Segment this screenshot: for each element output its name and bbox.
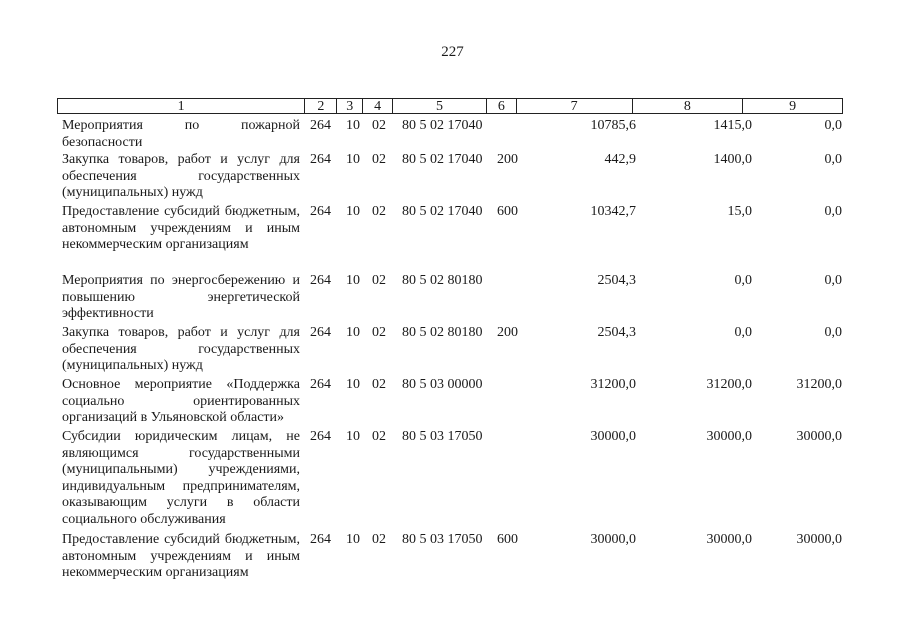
row-expense-type: 600 <box>497 532 518 547</box>
row-amount-col8: 1415,0 <box>713 118 752 133</box>
row-ministry: 264 <box>310 325 331 340</box>
row-name: Основное мероприятие «Поддержка социально ориентированных организаций в Ульяновской области» <box>62 377 300 425</box>
row-amount-col8: 30000,0 <box>706 532 752 547</box>
row-amount-col7: 2504,3 <box>597 325 636 340</box>
row-amount-col9: 0,0 <box>824 118 842 133</box>
row-amount-col8: 1400,0 <box>713 152 752 167</box>
row-section: 10 <box>346 118 360 133</box>
row-amount-col7: 2504,3 <box>597 273 636 288</box>
header-col-7: 7 <box>517 99 633 113</box>
row-section: 10 <box>346 152 360 167</box>
row-amount-col8: 0,0 <box>734 273 752 288</box>
row-section: 10 <box>346 377 360 392</box>
row-section: 10 <box>346 429 360 444</box>
row-section: 10 <box>346 532 360 547</box>
row-subsection: 02 <box>372 118 386 133</box>
header-col-5: 5 <box>393 99 487 113</box>
row-subsection: 02 <box>372 273 386 288</box>
row-amount-col7: 10785,6 <box>590 118 636 133</box>
row-section: 10 <box>346 325 360 340</box>
row-ministry: 264 <box>310 532 331 547</box>
row-section: 10 <box>346 273 360 288</box>
row-subsection: 02 <box>372 532 386 547</box>
header-col-3: 3 <box>337 99 363 113</box>
row-ministry: 264 <box>310 204 331 219</box>
row-name: Предоставление субсидий бюджетным, автономным учреждениям и иным некоммерческим организациям <box>62 532 300 580</box>
row-name: Закупка товаров, работ и услуг для обеспечения государственных (муниципальных) нужд <box>62 325 300 373</box>
row-ministry: 264 <box>310 429 331 444</box>
header-col-8: 8 <box>633 99 744 113</box>
row-target-code: 80 5 02 17040 <box>402 204 483 219</box>
row-target-code: 80 5 02 80180 <box>402 273 483 288</box>
row-amount-col7: 30000,0 <box>590 532 636 547</box>
row-name: Субсидии юридическим лицам, не являющимся государственными (муниципальными) учреждениями, индивидуальным предпринимателям, оказывающим услуги в области социального обслуживания <box>62 429 300 527</box>
header-col-9: 9 <box>789 99 797 114</box>
row-subsection: 02 <box>372 204 386 219</box>
row-ministry: 264 <box>310 273 331 288</box>
row-ministry: 264 <box>310 118 331 133</box>
row-name: Предоставление субсидий бюджетным, автономным учреждениям и иным некоммерческим организациям <box>62 204 300 252</box>
row-subsection: 02 <box>372 377 386 392</box>
row-target-code: 80 5 03 17050 <box>402 532 483 547</box>
row-amount-col9: 0,0 <box>824 273 842 288</box>
row-target-code: 80 5 02 80180 <box>402 325 483 340</box>
row-ministry: 264 <box>310 152 331 167</box>
row-amount-col7: 442,9 <box>604 152 636 167</box>
header-col-4: 4 <box>363 99 393 113</box>
row-amount-col7: 10342,7 <box>590 204 636 219</box>
row-expense-type: 200 <box>497 152 518 167</box>
row-name: Мероприятия по энергосбережению и повышению энергетической эффективности <box>62 273 300 321</box>
row-ministry: 264 <box>310 377 331 392</box>
row-subsection: 02 <box>372 429 386 444</box>
table-header <box>57 98 843 114</box>
row-subsection: 02 <box>372 152 386 167</box>
row-amount-col9: 31200,0 <box>796 377 842 392</box>
row-name: Закупка товаров, работ и услуг для обеспечения государственных (муниципальных) нужд <box>62 152 300 200</box>
row-amount-col8: 31200,0 <box>706 377 752 392</box>
row-section: 10 <box>346 204 360 219</box>
row-expense-type: 200 <box>497 325 518 340</box>
row-amount-col7: 31200,0 <box>590 377 636 392</box>
row-amount-col8: 0,0 <box>734 325 752 340</box>
row-expense-type: 600 <box>497 204 518 219</box>
row-amount-col9: 30000,0 <box>796 532 842 547</box>
header-col-1: 1 <box>58 99 305 113</box>
row-amount-col9: 0,0 <box>824 325 842 340</box>
row-amount-col8: 30000,0 <box>706 429 752 444</box>
row-amount-col9: 30000,0 <box>796 429 842 444</box>
header-col-6: 6 <box>487 99 517 113</box>
page-number: 227 <box>441 44 464 60</box>
row-target-code: 80 5 02 17040 <box>402 118 483 133</box>
row-target-code: 80 5 03 17050 <box>402 429 483 444</box>
header-col-2: 2 <box>305 99 337 113</box>
row-amount-col7: 30000,0 <box>590 429 636 444</box>
row-target-code: 80 5 02 17040 <box>402 152 483 167</box>
row-amount-col8: 15,0 <box>727 204 752 219</box>
row-name: Мероприятия по пожарной безопасности <box>62 118 300 150</box>
row-amount-col9: 0,0 <box>824 204 842 219</box>
row-subsection: 02 <box>372 325 386 340</box>
row-target-code: 80 5 03 00000 <box>402 377 483 392</box>
row-amount-col9: 0,0 <box>824 152 842 167</box>
